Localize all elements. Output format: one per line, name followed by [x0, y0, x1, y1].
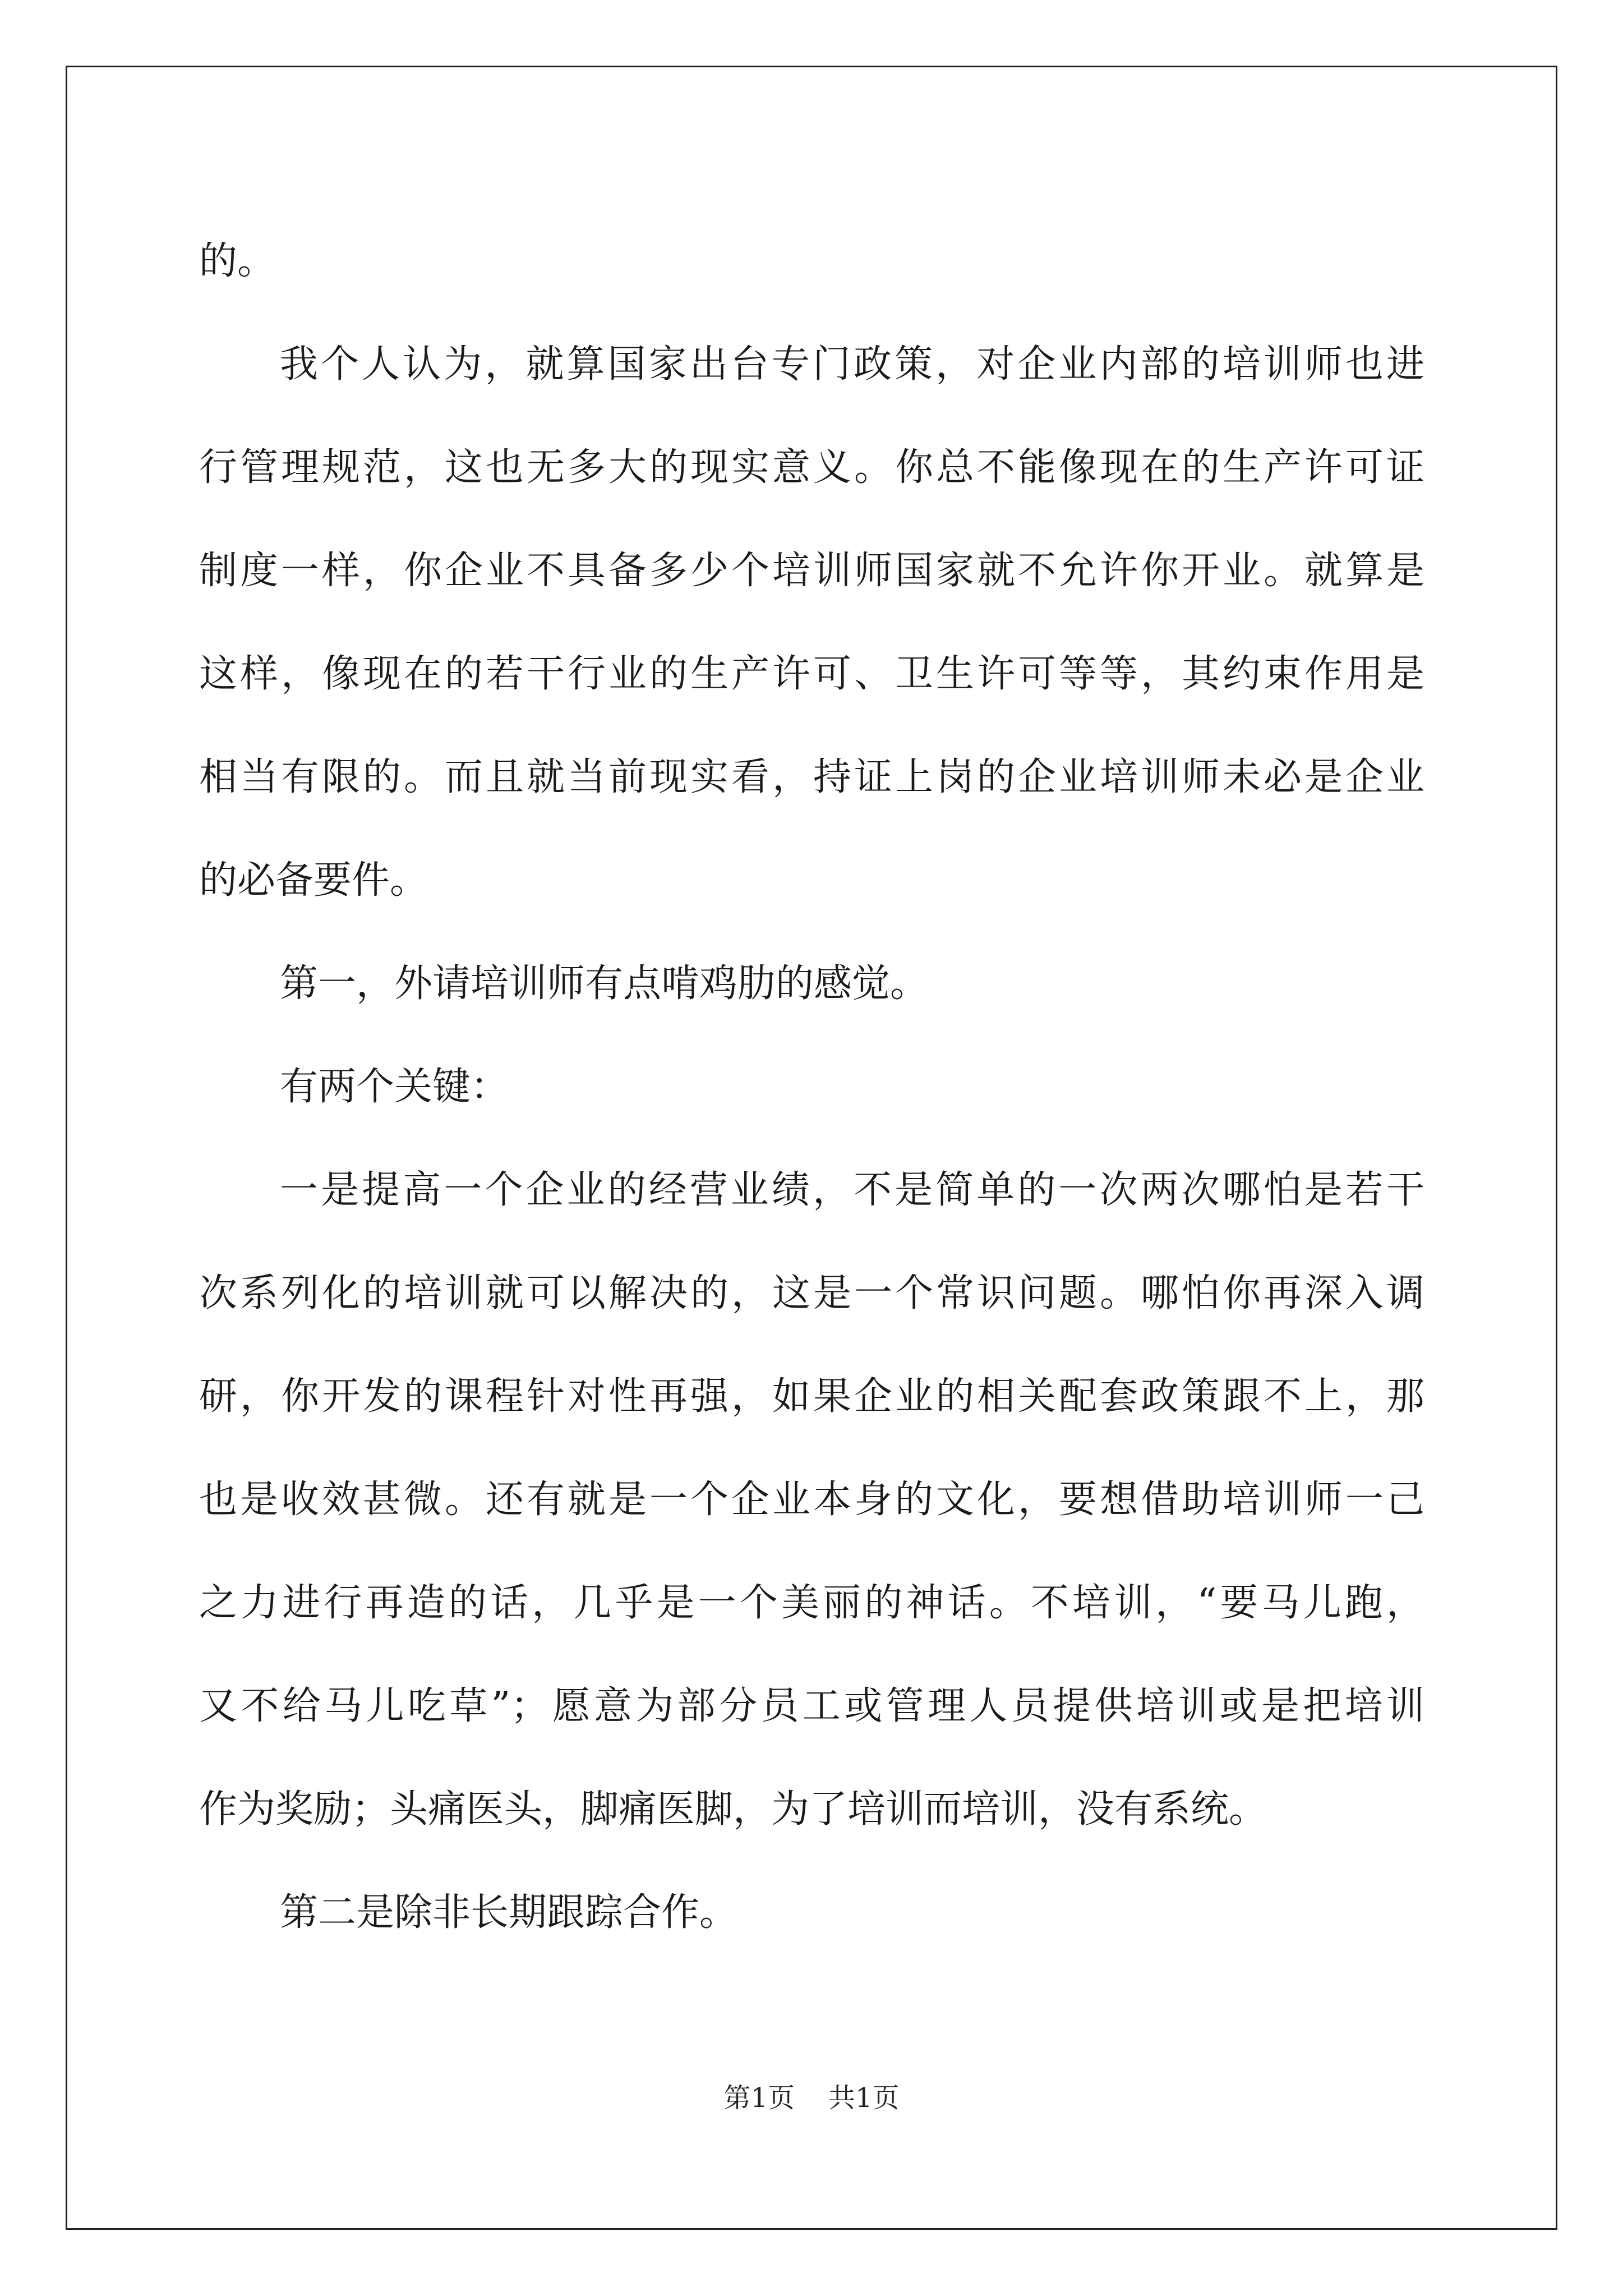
- text-line: 研，你开发的课程针对性再强，如果企业的相关配套政策跟不上，那: [199, 1374, 1424, 1419]
- text-line: 第一，外请培训师有点啃鸡肋的感觉。: [280, 961, 929, 1006]
- text-line: 我个人认为，就算国家出台专门政策，对企业内部的培训师也进: [280, 342, 1424, 386]
- page-number-total: 共1页: [828, 2082, 900, 2114]
- text-line: 有两个关键：: [280, 1065, 509, 1109]
- document-body: [199, 210, 1424, 1964]
- text-line: 一是提高一个企业的经营业绩，不是简单的一次两次哪怕是若干: [280, 1168, 1424, 1212]
- text-line: 相当有限的。而且就当前现实看，持证上岗的企业培训师未必是企业: [199, 755, 1424, 799]
- text-line: 的。: [199, 239, 276, 283]
- text-line: 次系列化的培训就可以解决的，这是一个常识问题。哪怕你再深入调: [199, 1271, 1424, 1315]
- text-line: 的必备要件。: [199, 858, 428, 903]
- text-line: 之力进行再造的话，几乎是一个美丽的神话。不培训，“要马儿跑，: [199, 1581, 1424, 1625]
- text-line: 行管理规范，这也无多大的现实意义。你总不能像现在的生产许可证: [199, 445, 1424, 490]
- page-footer: [0, 2081, 1623, 2115]
- text-line: 制度一样，你企业不具备多少个培训师国家就不允许你开业。就算是: [199, 549, 1424, 593]
- page-number-current: 第1页: [723, 2082, 795, 2114]
- text-line: 也是收效甚微。还有就是一个企业本身的文化，要想借助培训师一己: [199, 1478, 1424, 1522]
- text-line: 作为奖励；头痛医头，脚痛医脚，为了培训而培训，没有系统。: [199, 1787, 1267, 1832]
- text-line: 又不给马儿吃草”；愿意为部分员工或管理人员提供培训或是把培训: [199, 1684, 1424, 1728]
- text-line: 第二是除非长期跟踪合作。: [280, 1890, 738, 1935]
- text-line: 这样，像现在的若干行业的生产许可、卫生许可等等，其约束作用是: [199, 652, 1424, 696]
